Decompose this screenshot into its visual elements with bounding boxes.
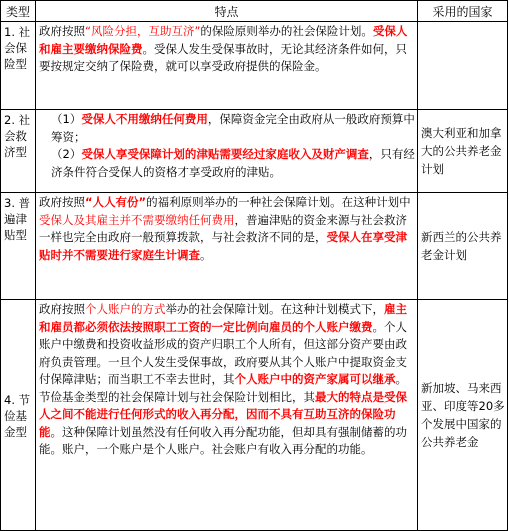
feature-key-point: 受保人和雇主要缴纳保险费 (39, 24, 408, 56)
table-row (1, 193, 508, 300)
feature-highlight: “风险分担，互助互济” (85, 24, 201, 38)
feature-text: 。受保人发生受保事故时，无论其经济条件如何，只要按规定交纳了保险费，就可以享受政府提供的保险金。 (39, 41, 407, 73)
type-cell (1, 193, 36, 300)
feature-text: 政府按照 (39, 24, 85, 38)
feature-text: 的福利原则举办的一种社会保障计划。在这种计划中 (146, 195, 411, 209)
feature-line (39, 111, 415, 146)
feature-highlight: 受保人及其雇主并不需要缴纳任何费用 (39, 212, 235, 227)
header-features: 特点 (36, 1, 418, 22)
table-row (1, 110, 508, 193)
feature-text: （2） (51, 147, 82, 161)
country-cell: 新加坡、马来西亚、印度等20多个发展中国家的公共养老金 (418, 300, 508, 531)
feature-key-point: 受保人不用缴纳任何费用 (81, 112, 208, 126)
type-cell (1, 300, 36, 531)
feature-cell (36, 300, 418, 531)
feature-key-point: 最大的特点是受保人之间不能进行任何形式的收入再分配，因而不具有互助互济的保险功能 (39, 389, 407, 439)
type-label: 3. 普遍津贴型 (4, 196, 31, 242)
feature-text: 。个人账户中缴费和投资收益形成的资产归职工个人所有，但这部分资产要由政府负责管理。一旦个人发生受保事故，政府要从其个人账户中提取资金支付保障津贴；而当职工不幸去世时，其 (39, 319, 407, 386)
feature-key-point: 个人账户中的资产家属可以继承 (234, 372, 396, 386)
table-row (1, 22, 508, 110)
feature-text: 。 (200, 247, 212, 262)
country-cell (418, 22, 508, 110)
feature-key-point: 受保人在享受津贴时并不需要进行家庭生计调查 (39, 230, 407, 262)
feature-cell (36, 110, 418, 193)
feature-text: ，只有经济条件符合受保人的资格才享受政府的津贴。 (51, 147, 415, 179)
feature-highlight: 个人账户的方式 (85, 302, 166, 316)
feature-text: ，保障资金完全由政府从一般政府预算中筹资； (51, 112, 415, 144)
feature-key-point: 受保人享受保障计划的津贴需要经过家庭收入及财产调查 (81, 147, 369, 161)
feature-key-point: 雇主和雇员都必须依法按照职工工资的一定比例向雇员的个人账户缴费 (39, 302, 407, 334)
type-label: 2. 社会救济型 (4, 113, 31, 159)
type-label: 4. 节俭基金型 (4, 393, 31, 439)
country-cell: 新西兰的公共养老金计划 (418, 193, 508, 300)
feature-line (39, 146, 415, 181)
feature-text: 的保险原则举办的社会保险计划。 (200, 24, 373, 38)
feature-text: 政府按照 (39, 302, 85, 316)
type-cell (1, 22, 36, 110)
header-countries: 采用的国家 (418, 1, 508, 22)
header-row (1, 1, 508, 22)
feature-text: 政府按照 (39, 195, 85, 209)
feature-cell (36, 22, 418, 110)
feature-text: 举办的社会保障计划。在这种计划模式下， (165, 302, 384, 316)
feature-text: 。这种保障计划虽然没有任何收入再分配功能，但却具有强制储蓄的功能。账户，一个账户是个人账户。社会账户有收入再分配的功能。 (39, 424, 407, 456)
header-type: 类型 (1, 1, 36, 22)
feature-text: ，普遍津贴的资金来源与社会救济一样也完全由政府一般预算拨款，与社会救济不同的是， (39, 212, 407, 244)
feature-text: （1） (51, 112, 82, 126)
table-row (1, 300, 508, 531)
type-cell (1, 110, 36, 193)
feature-text: 。节俭基金类型的社会保障计划与社会保险计划相比，其 (39, 372, 407, 404)
feature-cell (36, 193, 418, 300)
feature-key-point: “人人有份” (85, 195, 147, 209)
country-cell: 澳大利亚和加拿大的公共养老金计划 (418, 110, 508, 193)
type-label: 1. 社会保险型 (4, 25, 31, 71)
